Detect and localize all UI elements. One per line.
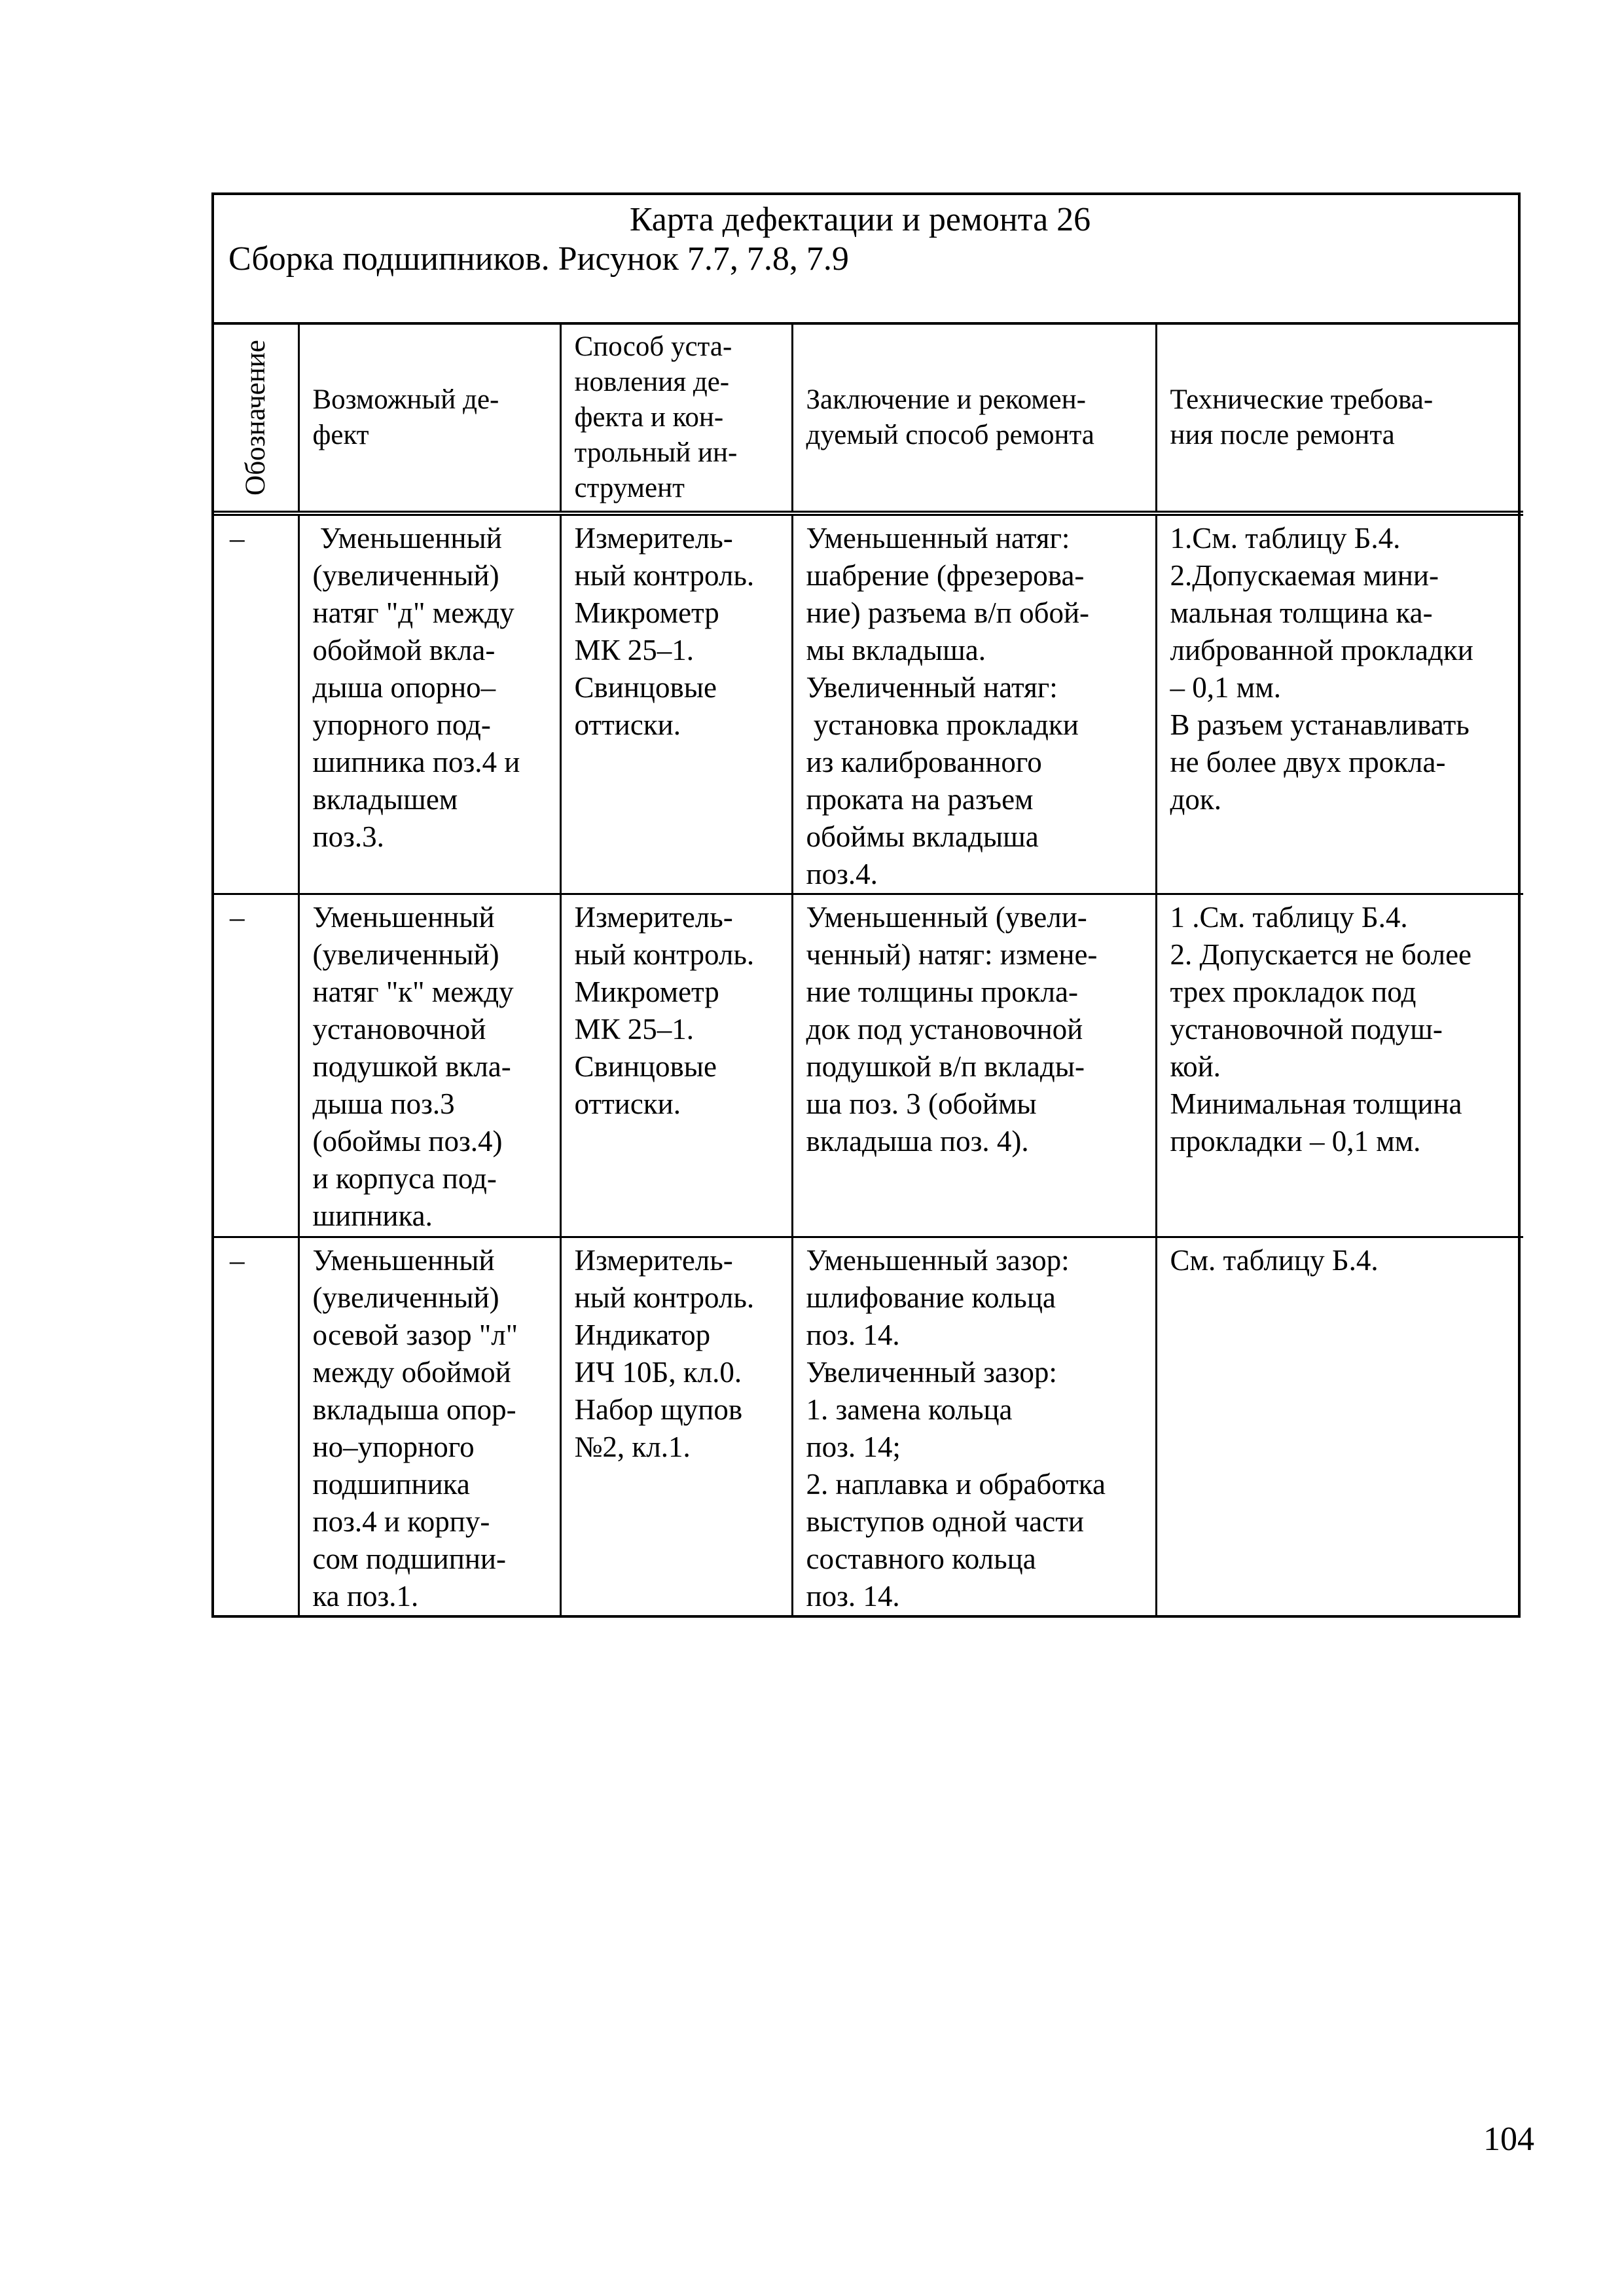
text-line: 1.См. таблицу Б.4. — [1170, 522, 1401, 555]
text-line: Увеличенный зазор: — [806, 1356, 1057, 1389]
text-line: новления де- — [574, 367, 730, 397]
text-line: Микрометр — [574, 596, 719, 629]
text-line: Уменьшенный натяг: — [806, 522, 1070, 555]
text-line: дыша поз.3 — [312, 1087, 455, 1120]
text-line: либрованной прокладки — [1170, 634, 1473, 666]
cell-designation: – — [214, 894, 298, 1237]
text-line: установочной подуш- — [1170, 1013, 1443, 1046]
text-line: – 0,1 мм. — [1170, 671, 1281, 704]
cell-defect — [298, 894, 560, 1237]
header-method — [560, 325, 792, 513]
cell-conclusion — [792, 894, 1156, 1237]
cell-method — [560, 894, 792, 1237]
text-line: поз.4. — [806, 858, 878, 890]
text-line: шипника. — [312, 1199, 433, 1232]
text-line: Измеритель- — [574, 1244, 733, 1277]
text-line: вкладышем — [312, 783, 458, 816]
text-line: Индикатор — [574, 1319, 711, 1351]
header-designation: Обозначение — [214, 325, 298, 513]
text-line: натяг "к" между — [312, 975, 514, 1008]
text-line: Заключение и рекомен- — [806, 384, 1086, 415]
cell-requirements — [1156, 894, 1523, 1237]
text-line: Технические требова- — [1170, 384, 1434, 415]
cell-designation: – — [214, 1237, 298, 1616]
text-line: обоймы вкладыша — [806, 820, 1039, 853]
text-line: док под установочной — [806, 1013, 1083, 1046]
text-line: установка прокладки — [806, 708, 1079, 741]
page-number: 104 — [1483, 2121, 1534, 2158]
text-line: оттиски. — [574, 1087, 681, 1120]
text-line: поз.4 и корпу- — [312, 1505, 490, 1538]
text-line: Микрометр — [574, 975, 719, 1008]
text-line: Способ уста- — [574, 331, 732, 362]
cell-conclusion — [792, 513, 1156, 894]
text-line: ИЧ 10Б, кл.0. — [574, 1356, 742, 1389]
text-line: поз. 14. — [806, 1319, 900, 1351]
text-line: 2.Допускаемая мини- — [1170, 559, 1439, 592]
text-line: док. — [1170, 783, 1222, 816]
text-line: ченный) натяг: измене- — [806, 938, 1098, 971]
text-line: поз. 14; — [806, 1430, 901, 1463]
text-line: и корпуса под- — [312, 1162, 497, 1195]
defect-table — [214, 325, 1523, 1615]
defect-repair-card — [211, 192, 1521, 1618]
text-line: не более двух прокла- — [1170, 746, 1446, 778]
text-line: дыша опорно– — [312, 671, 496, 704]
text-line: Свинцовые — [574, 671, 717, 704]
header-requirements — [1156, 325, 1523, 513]
header-row — [214, 325, 1523, 513]
text-line: МК 25–1. — [574, 634, 695, 666]
text-line: струмент — [574, 473, 685, 503]
text-line: Уменьшенный зазор: — [806, 1244, 1070, 1277]
text-line: ный контроль. — [574, 559, 755, 592]
text-line: ный контроль. — [574, 938, 755, 971]
text-line: шабрение (фрезерова- — [806, 559, 1085, 592]
text-line: подшипника — [312, 1468, 470, 1501]
text-line: вкладыша опор- — [312, 1393, 516, 1426]
text-line: фекта и кон- — [574, 402, 724, 433]
text-line: Измеритель- — [574, 901, 733, 934]
text-line: Увеличенный натяг: — [806, 671, 1058, 704]
text-line: мы вкладыша. — [806, 634, 986, 666]
cell-defect — [298, 1237, 560, 1616]
text-line: вкладыша поз. 4). — [806, 1125, 1029, 1157]
text-line: В разъем устанавливать — [1170, 708, 1470, 741]
table-row — [214, 513, 1523, 894]
text-line: ша поз. 3 (обоймы — [806, 1087, 1037, 1120]
text-line: трольный ин- — [574, 437, 738, 468]
text-line: №2, кл.1. — [574, 1430, 691, 1463]
text-line: кой. — [1170, 1050, 1221, 1083]
text-line: Набор щупов — [574, 1393, 743, 1426]
table-row — [214, 894, 1523, 1237]
text-line: Минимальная толщина — [1170, 1087, 1462, 1120]
text-line: но–упорного — [312, 1430, 475, 1463]
text-line: (увеличенный) — [312, 1281, 499, 1314]
text-line: Уменьшенный — [312, 901, 495, 934]
text-line: ный контроль. — [574, 1281, 755, 1314]
text-line: фект — [312, 420, 369, 450]
cell-conclusion — [792, 1237, 1156, 1616]
text-line: (увеличенный) — [312, 559, 499, 592]
text-line: между обоймой — [312, 1356, 511, 1389]
table-row — [214, 1237, 1523, 1616]
text-line: составного кольца — [806, 1542, 1036, 1575]
text-line: оттиски. — [574, 708, 681, 741]
text-line: 1 .См. таблицу Б.4. — [1170, 901, 1408, 934]
text-line: 2. наплавка и обработка — [806, 1468, 1106, 1501]
text-line: 1. замена кольца — [806, 1393, 1013, 1426]
header-defect — [298, 325, 560, 513]
card-subtitle: Сборка подшипников. Рисунок 7.7, 7.8, 7.9 — [228, 240, 849, 278]
text-line: Уменьшенный — [312, 522, 502, 555]
text-line: осевой зазор "л" — [312, 1319, 518, 1351]
cell-requirements — [1156, 1237, 1523, 1616]
header-conclusion — [792, 325, 1156, 513]
text-line: Свинцовые — [574, 1050, 717, 1083]
text-line: (обоймы поз.4) — [312, 1125, 503, 1157]
text-line: мальная толщина ка- — [1170, 596, 1433, 629]
text-line: поз.3. — [312, 820, 384, 853]
text-line: ние) разъема в/п обой- — [806, 596, 1090, 629]
text-line: Уменьшенный (увели- — [806, 901, 1087, 934]
text-line: из калиброванного — [806, 746, 1042, 778]
text-line: (увеличенный) — [312, 938, 499, 971]
text-line: ния после ремонта — [1170, 420, 1395, 450]
text-line: Измеритель- — [574, 522, 733, 555]
text-line: выступов одной части — [806, 1505, 1084, 1538]
text-line: Возможный де- — [312, 384, 499, 415]
card-title-block — [214, 195, 1518, 325]
text-line: упорного под- — [312, 708, 491, 741]
text-line: подушкой вкла- — [312, 1050, 511, 1083]
cell-requirements — [1156, 513, 1523, 894]
text-line: ка поз.1. — [312, 1580, 419, 1613]
text-line: проката на разъем — [806, 783, 1034, 816]
text-line: подушкой в/п вклады- — [806, 1050, 1085, 1083]
cell-method — [560, 513, 792, 894]
cell-defect — [298, 513, 560, 894]
text-line: МК 25–1. — [574, 1013, 695, 1046]
text-line: поз. 14. — [806, 1580, 900, 1613]
text-line: натяг "д" между — [312, 596, 514, 629]
card-title: Карта дефектации и ремонта 26 — [629, 201, 1091, 238]
text-line: шипника поз.4 и — [312, 746, 520, 778]
text-line: трех прокладок под — [1170, 975, 1416, 1008]
text-line: прокладки – 0,1 мм. — [1170, 1125, 1421, 1157]
text-line: ние толщины прокла- — [806, 975, 1078, 1008]
text-line: См. таблицу Б.4. — [1170, 1244, 1379, 1277]
cell-designation: – — [214, 513, 298, 894]
text-line: 2. Допускается не более — [1170, 938, 1472, 971]
text-line: шлифование кольца — [806, 1281, 1056, 1314]
text-line: Уменьшенный — [312, 1244, 495, 1277]
text-line: сом подшипни- — [312, 1542, 506, 1575]
text-line: дуемый способ ремонта — [806, 420, 1094, 450]
text-line: установочной — [312, 1013, 486, 1046]
cell-method — [560, 1237, 792, 1616]
text-line: обоймой вкла- — [312, 634, 496, 666]
